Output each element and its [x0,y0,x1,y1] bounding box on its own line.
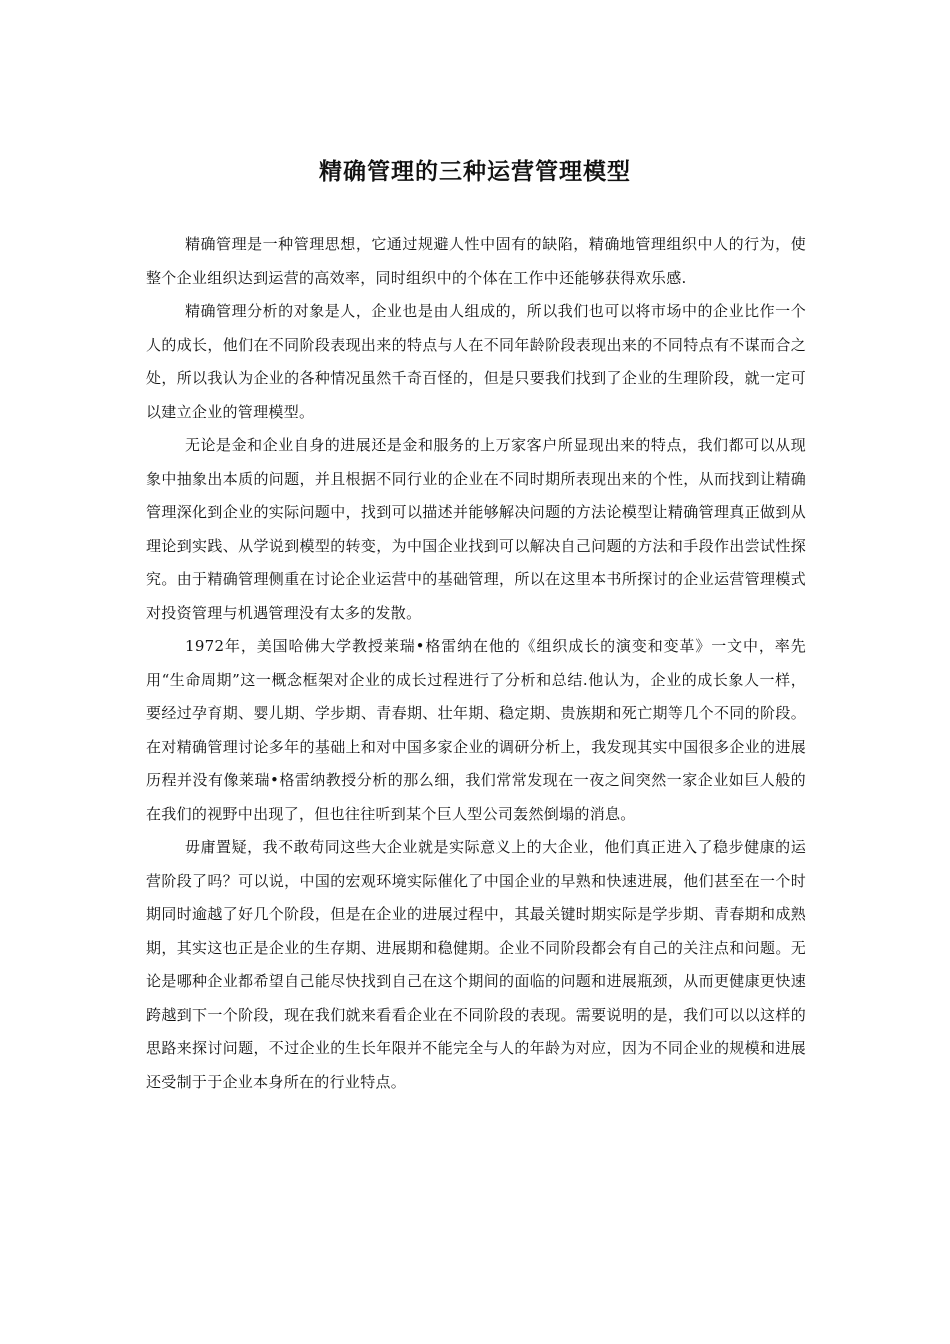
paragraph-5: 毋庸置疑，我不敢苟同这些大企业就是实际意义上的大企业，他们真正进入了稳步健康的运营阶段了吗？可以说，中国的宏观环境实际催化了中国企业的早熟和快速进展，他们甚至在一个时期同时逾越了好几个阶段，但是在企业的进展过程中，其最关键时期实际是学步期、青春期和成熟期，其实这也正是企业的生存期、进展期和稳健期。企业不同阶段都会有自己的关注点和问题。无论是哪种企业都希望自己能尽快找到自己在这个期间的面临的问题和进展瓶颈，从而更健康更快速跨越到下一个阶段，现在我们就来看看企业在不同阶段的表现。需要说明的是，我们可以以这样的思路来探讨问题，不过企业的生长年限并不能完全与人的年龄为对应，因为不同企业的规模和进展还受制于于企业本身所在的行业特点。 [146,838,806,1091]
paragraph-1: 精确管理是一种管理思想，它通过规避人性中固有的缺陷，精确地管理组织中人的行为，使整个企业组织达到运营的高效率，同时组织中的个体在工作中还能够获得欢乐感. [146,235,806,287]
document-title: 精确管理的三种运营管理模型 [319,159,631,185]
paragraph-3: 无论是金和企业自身的进展还是金和服务的上万家客户所显现出来的特点，我们都可以从现象中抽象出本质的问题，并且根据不同行业的企业在不同时期所表现出来的个性，从而找到让精确管理深化到企业的实际问题中，找到可以描述并能够解决问题的方法论模型让精确管理真正做到从理论到实践、从学说到模型的转变，为中国企业找到可以解决自己问题的方法和手段作出尝试性探究。由于精确管理侧重在讨论企业运营中的基础管理，所以在这里本书所探讨的企业运营管理模式对投资管理与机遇管理没有太多的发散。 [146,436,806,622]
document-body [146,228,806,1099]
paragraph-2: 精确管理分析的对象是人，企业也是由人组成的，所以我们也可以将市场中的企业比作一个人的成长，他们在不同阶段表现出来的特点与人在不同年龄阶段表现出来的不同特点有不谋而合之处，所以我认为企业的各种情况虽然千奇百怪的，但是只要我们找到了企业的生理阶段，就一定可以建立企业的管理模型。 [146,302,806,421]
paragraph-4: 1972年，美国哈佛大学教授莱瑞•格雷纳在他的《组织成长的演变和变革》一文中，率先用“生命周期”这一概念框架对企业的成长过程进行了分析和总结.他认为，企业的成长象人一样，要经过孕育期、婴儿期、学步期、青春期、壮年期、稳定期、贵族期和死亡期等几个不同的阶段。在对精确管理讨论多年的基础上和对中国多家企业的调研分析上，我发现其实中国很多企业的进展历程并没有像莱瑞•格雷纳教授分析的那么细，我们常常发现在一夜之间突然一家企业如巨人般的在我们的视野中出现了，但也往往听到某个巨人型公司轰然倒塌的消息。 [146,637,806,823]
